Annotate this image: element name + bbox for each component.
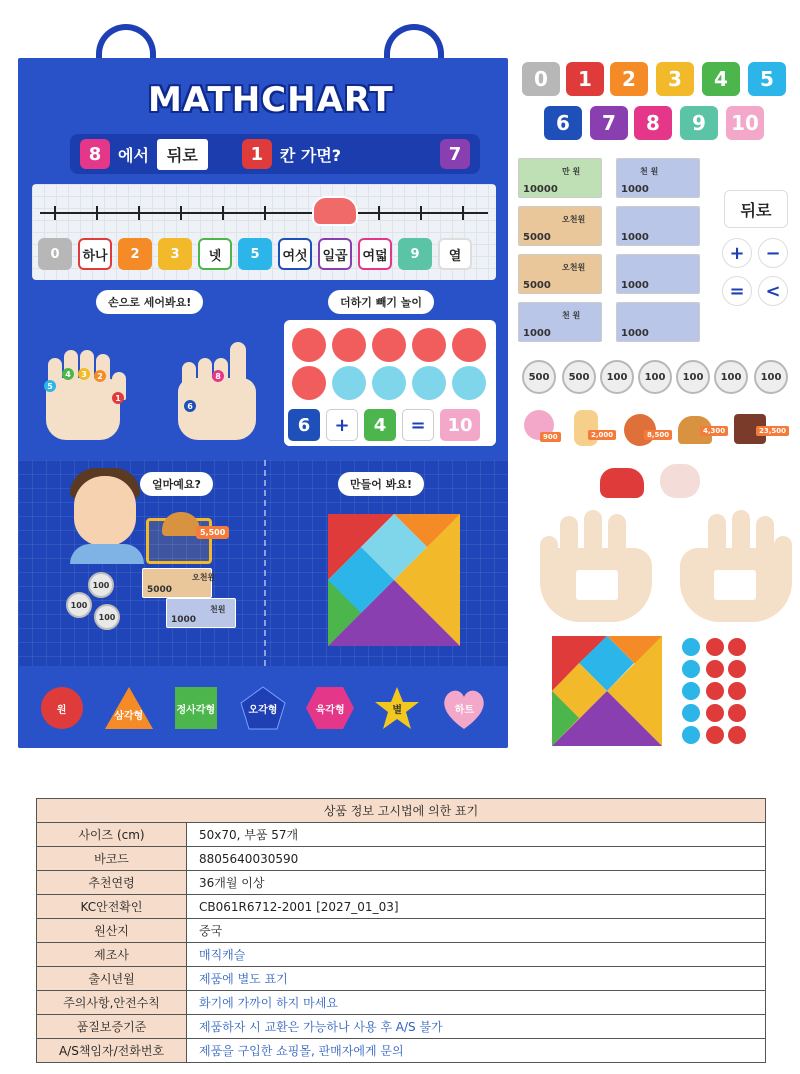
finger-label: 5 — [44, 380, 56, 392]
axis-tick — [96, 206, 98, 220]
bill-value: 1000 — [171, 615, 197, 625]
row-key: 바코드 — [37, 847, 187, 871]
number-tile[interactable]: 0 — [522, 62, 560, 96]
bill-value: 5000 — [523, 232, 551, 243]
row-key: 추천연령 — [37, 871, 187, 895]
plus-button[interactable]: + — [722, 238, 752, 268]
shapes-bar — [18, 668, 508, 748]
coin-100[interactable]: 100 — [638, 360, 672, 394]
blue-counter[interactable] — [682, 726, 700, 744]
shape-label: 원 — [56, 704, 67, 716]
table-row — [37, 943, 766, 967]
table-row — [37, 847, 766, 871]
step-number[interactable]: 1 — [242, 139, 272, 169]
number-line-labels — [38, 238, 472, 270]
hand-slot — [576, 570, 618, 600]
number-tile[interactable]: 5 — [748, 62, 786, 96]
row-key: A/S책임자/전화번호 — [37, 1039, 187, 1063]
bill-name: 천원 — [210, 605, 226, 614]
axis-tick — [420, 206, 422, 220]
finger — [198, 358, 212, 394]
price-tag: 2,000 — [588, 430, 616, 440]
shape-label: 육각형 — [315, 704, 345, 716]
ice-cream-icon[interactable] — [574, 410, 598, 446]
equation-result[interactable]: 10 — [440, 409, 480, 441]
table-row — [37, 895, 766, 919]
finger — [540, 536, 558, 576]
finger — [230, 342, 246, 394]
red-dot[interactable] — [292, 366, 326, 400]
finger — [686, 554, 704, 584]
finger — [708, 514, 726, 570]
number-cell[interactable]: 5 — [238, 238, 272, 270]
bill-name: 천 원 — [562, 311, 581, 320]
row-key: 원산지 — [37, 919, 187, 943]
how-much-label: 얼마예요? — [140, 472, 213, 496]
hand-slot — [714, 570, 756, 600]
bill-1000[interactable] — [616, 158, 700, 198]
axis-tick — [462, 206, 464, 220]
finger-label: 8 — [212, 370, 224, 382]
red-dot[interactable] — [452, 328, 486, 362]
bill-1000[interactable] — [616, 206, 700, 246]
number-cell[interactable]: 하나 — [78, 238, 112, 270]
bill-name: 천 원 — [640, 167, 659, 176]
red-counter[interactable] — [728, 704, 746, 722]
tangram-set[interactable] — [552, 636, 662, 746]
row-value: 매직캐슬 — [187, 943, 766, 967]
plus-sign[interactable]: + — [326, 409, 358, 441]
price-tag: 23,500 — [756, 426, 789, 436]
red-counter[interactable] — [728, 682, 746, 700]
go-text: 칸 가면? — [279, 145, 342, 165]
bill-value: 1000 — [621, 184, 649, 195]
finger — [732, 510, 750, 568]
shape-label: 삼각형 — [114, 711, 144, 722]
coin-100[interactable]: 100 — [754, 360, 788, 394]
number-tile[interactable]: 3 — [656, 62, 694, 96]
bill-value: 5000 — [523, 280, 551, 291]
square-shape[interactable] — [170, 686, 222, 730]
red-counter[interactable] — [706, 682, 724, 700]
number-cell[interactable]: 9 — [398, 238, 432, 270]
red-counter[interactable] — [728, 726, 746, 744]
finger — [182, 362, 196, 396]
number-tile[interactable]: 6 — [544, 106, 582, 140]
star-shape[interactable] — [371, 686, 423, 730]
answer-number[interactable]: 7 — [440, 139, 470, 169]
coin-500[interactable]: 500 — [522, 360, 556, 394]
red-dot[interactable] — [412, 328, 446, 362]
table-heading: 상품 정보 고시법에 의한 표기 — [37, 799, 766, 823]
number-line-panel — [32, 184, 496, 280]
table-row — [37, 967, 766, 991]
table-row — [37, 919, 766, 943]
less-than-button[interactable]: < — [758, 276, 788, 306]
blue-dot[interactable] — [372, 366, 406, 400]
number-cell[interactable]: 일곱 — [318, 238, 352, 270]
price-tag: 8,500 — [644, 430, 672, 440]
count-fingers-label: 손으로 세어봐요! — [96, 290, 203, 314]
red-counter[interactable] — [706, 638, 724, 656]
poster-title: MATHCHART — [148, 80, 394, 120]
coin-500[interactable]: 500 — [562, 360, 596, 394]
red-counter[interactable] — [706, 704, 724, 722]
bill-value: 1000 — [621, 280, 649, 291]
triangle-shape[interactable] — [103, 686, 155, 730]
number-cell[interactable]: 2 — [118, 238, 152, 270]
add-subtract-label: 더하기 빼기 놀이 — [328, 290, 434, 314]
equation-row — [284, 404, 496, 446]
coin-100[interactable]: 100 — [714, 360, 748, 394]
number-cell[interactable]: 3 — [158, 238, 192, 270]
shape-label: 정사각형 — [176, 704, 216, 716]
coin-100[interactable]: 100 — [88, 572, 114, 598]
row-key: 제조사 — [37, 943, 187, 967]
red-dot[interactable] — [292, 328, 326, 362]
shape-label: 오각형 — [248, 704, 278, 716]
finger-label: 2 — [94, 370, 106, 382]
coin-100[interactable]: 100 — [676, 360, 710, 394]
bill-1000[interactable] — [616, 302, 700, 342]
bill-value: 1000 — [523, 328, 551, 339]
number-tile[interactable]: 8 — [634, 106, 672, 140]
equation-operand[interactable]: 4 — [364, 409, 396, 441]
axis-tick — [378, 206, 380, 220]
equals-sign[interactable]: = — [402, 409, 434, 441]
table-row — [37, 991, 766, 1015]
table-header-row — [37, 799, 766, 823]
finger — [774, 536, 792, 576]
bill-name: 오천원 — [562, 263, 586, 272]
car-marker[interactable] — [312, 196, 358, 226]
math-chart-poster — [18, 58, 508, 748]
table-row — [37, 1039, 766, 1063]
row-value: 제품하자 시 교환은 가능하나 사용 후 A/S 불가 — [187, 1015, 766, 1039]
boy-body — [70, 544, 144, 564]
axis-tick — [222, 206, 224, 220]
bill-1000[interactable] — [518, 302, 602, 342]
finger — [560, 516, 578, 568]
row-value: 36개월 이상 — [187, 871, 766, 895]
bill-1000[interactable] — [166, 598, 236, 628]
coin-100[interactable]: 100 — [66, 592, 92, 618]
red-counter[interactable] — [728, 638, 746, 656]
heart-shape[interactable] — [438, 686, 490, 730]
bill-value: 1000 — [621, 232, 649, 243]
finger — [632, 554, 650, 584]
row-value: 제품에 별도 표기 — [187, 967, 766, 991]
red-counter[interactable] — [706, 726, 724, 744]
finger — [608, 514, 626, 570]
bill-value: 10000 — [523, 184, 558, 195]
shape-label: 별 — [392, 704, 403, 716]
hexagon-shape[interactable] — [304, 686, 356, 730]
row-key: 출시년월 — [37, 967, 187, 991]
number-tile[interactable]: 2 — [610, 62, 648, 96]
bill-name: 만 원 — [562, 167, 581, 176]
price-tag: 4,300 — [700, 426, 728, 436]
axis-tick — [138, 206, 140, 220]
table-row — [37, 871, 766, 895]
blue-counter[interactable] — [682, 660, 700, 678]
number-cell[interactable]: 넷 — [198, 238, 232, 270]
red-counter[interactable] — [728, 660, 746, 678]
panel-divider — [264, 460, 266, 666]
start-number[interactable]: 8 — [80, 139, 110, 169]
number-tile[interactable]: 1 — [566, 62, 604, 96]
finger-label: 1 — [112, 392, 124, 404]
bill-10000[interactable] — [518, 158, 602, 198]
bill-value: 5000 — [147, 585, 173, 595]
bill-5000[interactable] — [518, 254, 602, 294]
make-it-label: 만들어 봐요! — [338, 472, 424, 496]
number-cell[interactable]: 여덟 — [358, 238, 392, 270]
finger-label: 3 — [78, 368, 90, 380]
axis-tick — [264, 206, 266, 220]
row-value: CB061R6712-2001 [2027_01_03] — [187, 895, 766, 919]
axis-tick — [180, 206, 182, 220]
blue-counter[interactable] — [682, 638, 700, 656]
question-row — [70, 134, 480, 174]
coin-100[interactable]: 100 — [94, 604, 120, 630]
axis-tick — [54, 206, 56, 220]
equation-operand[interactable]: 6 — [288, 409, 320, 441]
row-key: 품질보증기준 — [37, 1015, 187, 1039]
product-info-table — [36, 798, 766, 1063]
row-key: KC안전확인 — [37, 895, 187, 919]
row-value: 50x70, 부품 57개 — [187, 823, 766, 847]
number-cell[interactable]: 여섯 — [278, 238, 312, 270]
shape-label: 하트 — [454, 704, 475, 716]
blue-counter[interactable] — [682, 682, 700, 700]
coin-100[interactable]: 100 — [600, 360, 634, 394]
bill-name: 오천원 — [192, 573, 216, 582]
table-row — [37, 823, 766, 847]
row-key: 사이즈 (cm) — [37, 823, 187, 847]
rabbit-icon[interactable] — [660, 464, 700, 498]
price-tag: 5,500 — [196, 526, 229, 539]
bill-name: 오천원 — [562, 215, 586, 224]
finger — [584, 510, 602, 568]
number-tile[interactable]: 10 — [726, 106, 764, 140]
finger — [756, 516, 774, 568]
direction-box[interactable]: 뒤로 — [157, 139, 208, 170]
from-text: 에서 — [118, 145, 149, 165]
number-tile[interactable]: 4 — [702, 62, 740, 96]
pentagon-shape[interactable] — [237, 686, 289, 730]
row-value: 화기에 가까이 하지 마세요 — [187, 991, 766, 1015]
blue-dot[interactable] — [412, 366, 446, 400]
row-key: 주의사항,안전수칙 — [37, 991, 187, 1015]
number-cell[interactable]: 0 — [38, 238, 72, 270]
row-value: 중국 — [187, 919, 766, 943]
number-cell[interactable]: 열 — [438, 238, 472, 270]
red-dot[interactable] — [372, 328, 406, 362]
row-value: 8805640030590 — [187, 847, 766, 871]
red-counter[interactable] — [706, 660, 724, 678]
boy-face-icon — [74, 476, 136, 546]
blue-dot[interactable] — [332, 366, 366, 400]
price-tag: 900 — [540, 432, 561, 442]
row-value: 제품을 구입한 쇼핑몰, 판매자에게 문의 — [187, 1039, 766, 1063]
finger-label: 6 — [184, 400, 196, 412]
finger-label: 4 — [62, 368, 74, 380]
table-row — [37, 1015, 766, 1039]
blue-dot[interactable] — [452, 366, 486, 400]
equals-button[interactable]: = — [722, 276, 752, 306]
back-button[interactable]: 뒤로 — [724, 190, 788, 228]
bill-1000[interactable] — [616, 254, 700, 294]
red-dot[interactable] — [332, 328, 366, 362]
bill-value: 1000 — [621, 328, 649, 339]
minus-button[interactable]: − — [758, 238, 788, 268]
number-tile[interactable]: 7 — [590, 106, 628, 140]
tangram-board[interactable] — [328, 514, 460, 646]
car-icon[interactable] — [600, 468, 644, 498]
blue-counter[interactable] — [682, 704, 700, 722]
bill-5000[interactable] — [518, 206, 602, 246]
circle-shape[interactable] — [36, 686, 88, 730]
number-tile[interactable]: 9 — [680, 106, 718, 140]
